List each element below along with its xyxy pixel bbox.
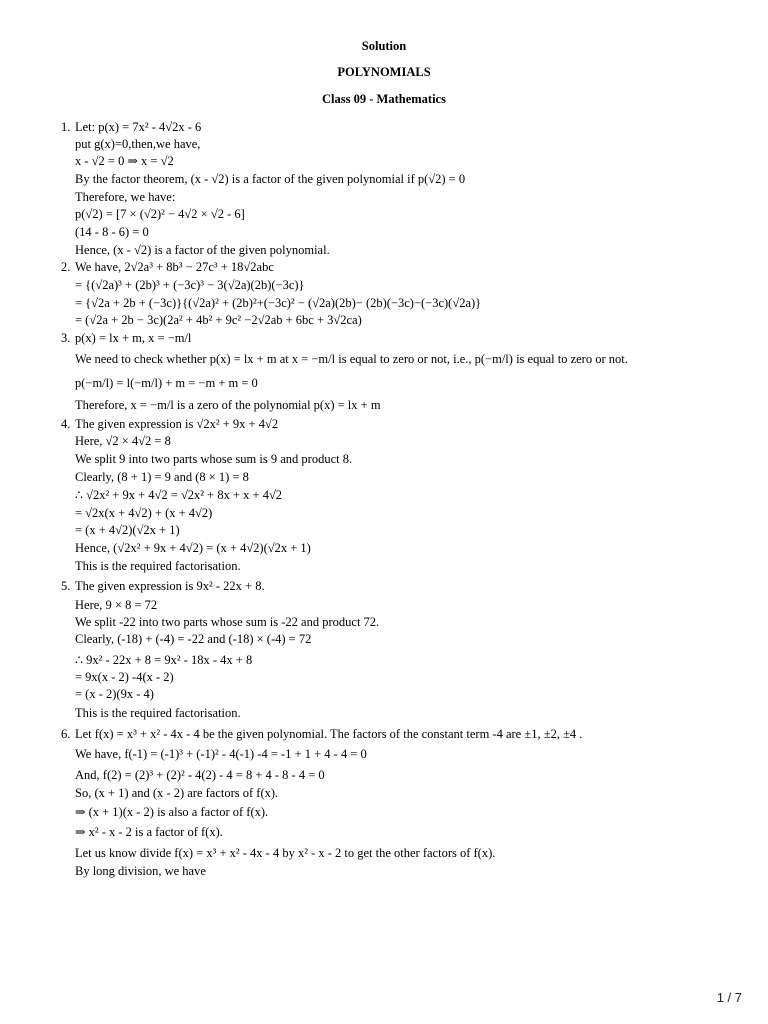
solution-line: Clearly, (-18) + (-4) = -22 and (-18) × (-4) = 72 xyxy=(75,632,312,646)
solution-line: x - √2 = 0 ⇒ x = √2 xyxy=(75,154,174,168)
solution-line: By long division, we have xyxy=(75,864,206,878)
item-number: 6. xyxy=(61,727,71,741)
solution-line: p(−m/l) = l(−m/l) + m = −m + m = 0 xyxy=(75,376,258,390)
solution-line: (14 - 8 - 6) = 0 xyxy=(75,225,149,239)
solution-line: The given expression is 9x² - 22x + 8. xyxy=(75,579,265,593)
solution-line: put g(x)=0,then,we have, xyxy=(75,137,201,151)
solution-line: We have, 2√2a³ + 8b³ − 27c³ + 18√2abc xyxy=(75,260,274,274)
item-number: 2. xyxy=(61,260,71,274)
solution-line: Let us know divide f(x) = x³ + x² - 4x - 4 by x² - x - 2 to get the other factors of f(x). xyxy=(75,846,496,860)
solution-line: = (√2a + 2b − 3c)(2a² + 4b² + 9c² −2√2ab + 6bc + 3√2ca) xyxy=(75,313,362,327)
solution-line: Therefore, we have: xyxy=(75,190,176,204)
solution-line: So, (x + 1) and (x - 2) are factors of f(x). xyxy=(75,786,279,800)
solution-line: Hence, (x - √2) is a factor of the given polynomial. xyxy=(75,243,330,257)
solution-line: We have, f(-1) = (-1)³ + (-1)² - 4(-1) -4 = -1 + 1 + 4 - 4 = 0 xyxy=(75,747,367,761)
item-number: 4. xyxy=(61,417,71,431)
chapter-title: POLYNOMIALS xyxy=(337,65,431,79)
solution-line: = (x - 2)(9x - 4) xyxy=(75,687,154,701)
solution-line: And, f(2) = (2)³ + (2)² - 4(2) - 4 = 8 + 4 - 8 - 4 = 0 xyxy=(75,768,325,782)
solution-line: The given expression is √2x² + 9x + 4√2 xyxy=(75,417,279,431)
solution-line: ∴ 9x² - 22x + 8 = 9x² - 18x - 4x + 8 xyxy=(75,653,253,667)
item-number: 5. xyxy=(61,579,71,593)
solution-line: Clearly, (8 + 1) = 9 and (8 × 1) = 8 xyxy=(75,470,249,484)
solution-line: = (x + 4√2)(√2x + 1) xyxy=(75,523,180,537)
doc-label: Solution xyxy=(361,39,407,53)
solution-line: ∴ √2x² + 9x + 4√2 = √2x² + 8x + x + 4√2 xyxy=(75,488,283,502)
solution-line: = {(√2a)³ + (2b)³ + (−3c)³ − 3(√2a)(2b)(−3c)} xyxy=(75,278,305,292)
solution-line: This is the required factorisation. xyxy=(75,706,241,720)
solution-line: = √2x(x + 4√2) + (x + 4√2) xyxy=(75,506,213,520)
page-number: 1 / 7 xyxy=(716,990,742,1005)
solution-line: Let f(x) = x³ + x² - 4x - 4 be the given polynomial. The factors of the constant term -4 are ±1, ±2, ±4 . xyxy=(75,727,583,741)
solution-line: = {√2a + 2b + (−3c)}{(√2a)² + (2b)²+(−3c)² − (√2a)(2b)− (2b)(−3c)−(−3c)(√2a)} xyxy=(75,296,482,310)
solution-line: = 9x(x - 2) -4(x - 2) xyxy=(75,670,174,684)
solution-line: ⇒ (x + 1)(x - 2) is also a factor of f(x). xyxy=(75,805,269,819)
solution-line: Here, 9 × 8 = 72 xyxy=(75,598,158,612)
solution-line: Therefore, x = −m/l is a zero of the polynomial p(x) = lx + m xyxy=(75,398,381,412)
solution-line: By the factor theorem, (x - √2) is a factor of the given polynomial if p(√2) = 0 xyxy=(75,172,466,186)
solution-line: Let: p(x) = 7x² - 4√2x - 6 xyxy=(75,120,202,134)
solution-line: Here, √2 × 4√2 = 8 xyxy=(75,434,171,448)
solution-line: p(√2) = [7 × (√2)² − 4√2 × √2 - 6] xyxy=(75,207,245,221)
solution-line: Hence, (√2x² + 9x + 4√2) = (x + 4√2)(√2x + 1) xyxy=(75,541,311,555)
solution-line: We split 9 into two parts whose sum is 9 and product 8. xyxy=(75,452,353,466)
solution-line: ⇒ x² - x - 2 is a factor of f(x). xyxy=(75,825,223,839)
class-subject: Class 09 - Mathematics xyxy=(322,92,446,106)
solution-line: This is the required factorisation. xyxy=(75,559,241,573)
solution-line: We split -22 into two parts whose sum is -22 and product 72. xyxy=(75,615,380,629)
item-number: 3. xyxy=(61,331,71,345)
solution-line: p(x) = lx + m, x = −m/l xyxy=(75,331,192,345)
item-number: 1. xyxy=(61,120,71,134)
solution-line: We need to check whether p(x) = lx + m at x = −m/l is equal to zero or not, i.e., p(−m/l) is equal to zero or not. xyxy=(75,352,628,366)
